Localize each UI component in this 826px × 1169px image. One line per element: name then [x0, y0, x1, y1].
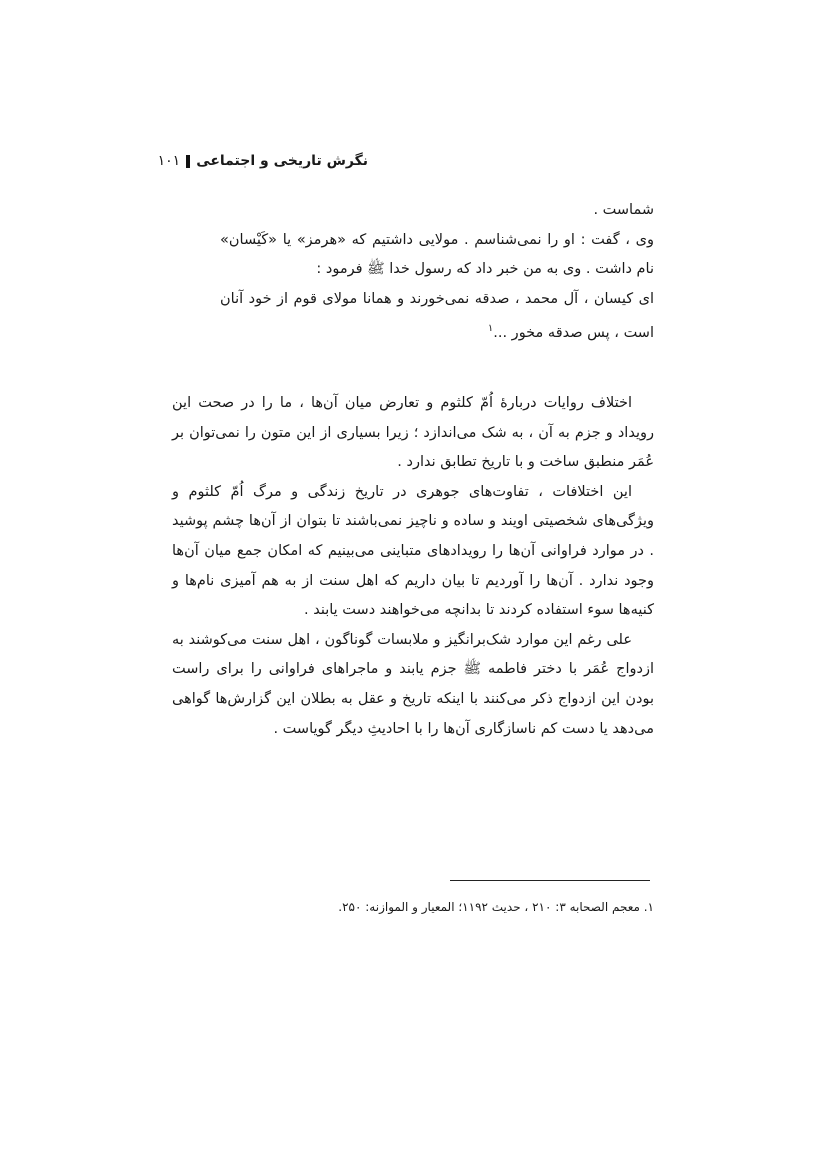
- header-title: نگرش تاریخی و اجتماعی: [196, 153, 368, 169]
- paragraph: علی رغم این موارد شک‌برانگیز و ملابسات گوناگون ، اهل سنت می‌کوشند به ازدواج عُمَر با دختر فاطمه ﷺ جزم یابند و ماجراهای فراوانی را برای راست بودن این ازدواج ذکر می‌کنند با اینکه تاریخ و عقل به بطلان این گزارش‌ها گواهی می‌دهد یا دست کم ناسازگاری آن‌ها را با احادیثِ دیگر گویاست .: [172, 631, 654, 737]
- quoted-passage: [220, 196, 654, 349]
- quote-line: شماست .: [593, 202, 654, 218]
- paragraph: اختلاف روایات دربارۀ اُمّ کلثوم و تعارض میان آن‌ها ، ما را در صحت این رویداد و جزم به آن ، به شک می‌اندازد ؛ زیرا بسیاری از این متون را نمی‌توان بر عُمَر منطبق ساخت و با تاریخ تطابق ندارد .: [172, 395, 654, 471]
- footnote-marker: ۱: [487, 323, 494, 335]
- quote-paragraph-text: ای کیسان ، آل محمد ، صدقه نمی‌خورند و همانا مولای قوم از خود آنان است ، پس صدقه مخور ...: [220, 290, 654, 342]
- quote-paragraph-last: [220, 285, 654, 349]
- running-header: [157, 150, 368, 172]
- paragraph: این اختلافات ، تفاوت‌های جوهری در تاریخ زندگی و مرگ اُمّ کلثوم و ویژگی‌های شخصیتی اویند و ساده و ناچیز نمی‌باشند تا بتوان از آن‌ها چشم پوشید . در موارد فراوانی آن‌ها را رویدادهای متباینی می‌بینیم که امکان جمع میان آن‌ها وجود ندارد . آن‌ها را آوردیم تا بیان داریم که اهل سنت از به هم آمیزی نام‌ها و کنیه‌ها سوء استفاده کردند تا بدانچه می‌خواهند دست یابند .: [172, 483, 654, 619]
- page-number: ۱۰۱: [157, 153, 181, 169]
- footnote-divider: [450, 880, 650, 881]
- square-ornament-icon: [186, 155, 190, 168]
- quote-paragraph: وی ، گفت : او را نمی‌شناسم . مولایی داشتیم که «هرمز» یا «کَیْسان» نام داشت . وی به من خبر داد که رسول خدا ﷺ فرمود :: [220, 231, 654, 278]
- body-text: [172, 389, 654, 744]
- footnote: ۱. معجم الصحابه ۳: ۲۱۰ ، حدیث ۱۱۹۲؛ المعیار و الموازنه: ۲۵۰.: [338, 900, 654, 914]
